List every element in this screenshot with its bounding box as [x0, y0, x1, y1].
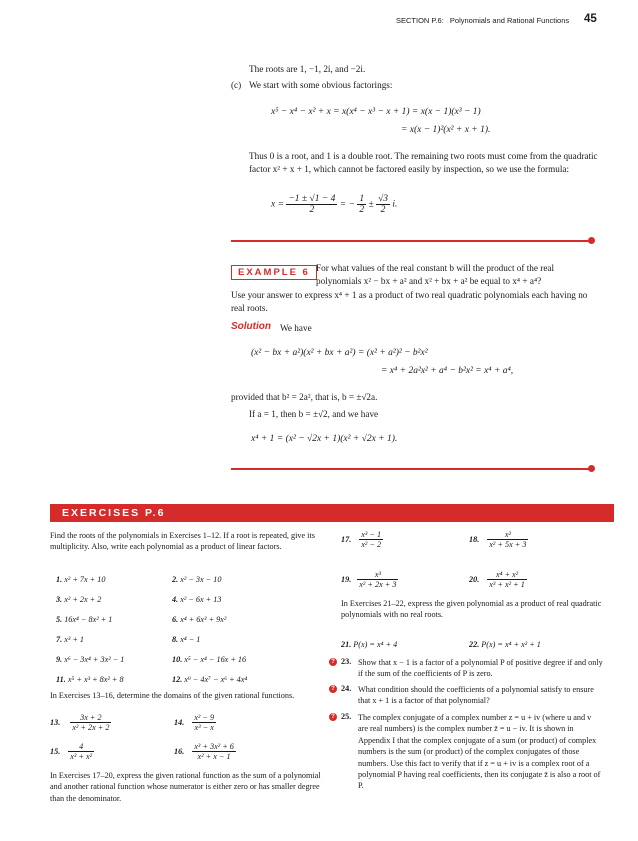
running-header-section	[396, 16, 569, 25]
exercises-intro-13-16: In Exercises 13–16, determine the domains of the given rational functions.	[50, 691, 295, 700]
divider-dot-top	[588, 237, 595, 244]
quadratic-formula	[271, 194, 397, 215]
problem-10: 10. x⁵ − x⁴ − 16x + 16	[172, 655, 247, 664]
problem-21: 21. P(x) = x⁴ + 4	[341, 640, 398, 649]
exercises-intro-21-22: In Exercises 21–22, express the given polynomial as a product of real quadratic polynomials with no real roots.	[341, 599, 602, 620]
problem-7: 7. x³ + 1	[56, 635, 84, 644]
roots-paragraph: Thus 0 is a root, and 1 is a double root. The remaining two roots must come from the quadratic factor x² + x + 1, which cannot be factored easily by inspection, so we use the formula:	[249, 151, 598, 174]
exercises-banner: EXERCISES P.6	[50, 504, 614, 522]
challenge-icon: ?	[329, 713, 337, 721]
solution-if-line: If a = 1, then b = ±√2, and we have	[249, 409, 379, 419]
formula-plus-minus: ±	[368, 199, 374, 210]
solution-equation-line-2: = x⁴ + 2a²x² + a⁴ − b²x² = x⁴ + a⁴,	[381, 366, 514, 376]
solution-final-equation: x⁴ + 1 = (x² − √2x + 1)(x² + √2x + 1).	[251, 434, 398, 444]
part-c-text: We start with some obvious factorings:	[249, 80, 393, 90]
problem-25: The complex conjugate of a complex number z = u + iv (where u and v are real numbers) is the complex number z̄ = u − iv. It is shown in Appendix I that the complex conjugate of a sum (or product) of complex numbers is the sum (or product) of the complex conjugates of those numbers. Use this fact to verify that if z = u + iv is a complex root of a polynomial P having real coefficients, then its conjugate z̄ is also a root of P.	[358, 713, 601, 791]
formula-root-numerator: √3	[378, 194, 389, 204]
example-6-question-line-1: For what values of the real constant b will the product of the real	[316, 263, 555, 273]
problem-24-number: 24.	[341, 684, 352, 693]
problem-23-number: 23.	[341, 657, 352, 666]
formula-tail: i.	[392, 199, 398, 210]
section-divider-bottom	[231, 468, 591, 470]
formula-main-fraction	[286, 194, 337, 215]
problem-22: 22. P(x) = x⁴ + x² + 1	[469, 640, 541, 649]
problem-23: Show that x − 1 is a factor of a polynomial P of positive degree if and only if the sum of the coefficients of P is zero.	[358, 658, 603, 679]
formula-equals: = −	[339, 199, 355, 210]
solution-label: Solution	[231, 321, 271, 332]
problem-4: 4. x² − 6x + 13	[172, 595, 222, 604]
section-divider-top	[231, 240, 591, 242]
divider-dot-bottom	[588, 465, 595, 472]
problem-18: 18. $\frac{\text{x²}}{\text{x² + 5x + 3}}$	[469, 530, 527, 549]
solution-equation-line-1: (x² − bx + a²)(x² + bx + a²) = (x² + a²)² − b²x²	[251, 348, 428, 358]
problem-8: 8. x⁴ − 1	[172, 635, 201, 644]
problem-15: 15. $\frac{4}{\text{x³ + x²}}$	[50, 742, 93, 761]
formula-denominator: 2	[309, 205, 315, 215]
problem-3: 3. x² + 2x + 2	[56, 595, 102, 604]
factoring-equation-line-2: = x(x − 1)²(x² + x + 1).	[401, 125, 491, 135]
solution-provided: provided that b² = 2a², that is, b = ±√2a.	[231, 392, 378, 402]
challenge-icon: ?	[329, 685, 337, 693]
solution-intro: We have	[280, 323, 312, 333]
exercises-intro-17-20: In Exercises 17–20, express the given rational function as the sum of a polynomial and another rational function whose numerator is either zero or has smaller degree than the denominator.	[50, 771, 321, 803]
challenge-icon: ?	[329, 658, 337, 666]
factoring-equation-line-1: x⁵ − x⁴ − x² + x = x(x⁴ − x³ − x + 1) = x(x − 1)(x³ − 1)	[271, 107, 481, 117]
page-number: 45	[584, 13, 597, 25]
formula-lhs: x =	[271, 199, 285, 210]
roots-line: The roots are 1, −1, 2i, and −2i.	[249, 64, 366, 74]
formula-half-denominator: 2	[359, 205, 365, 215]
problem-5: 5. 16x⁴ − 8x² + 1	[56, 615, 113, 624]
header-title: Polynomials and Rational Functions	[449, 16, 570, 25]
problem-24: What condition should the coefficients of a polynomial satisfy to ensure that x + 1 is a factor of that polynomial?	[358, 685, 594, 706]
problem-6: 6. x⁴ + 6x³ + 9x²	[172, 615, 227, 624]
problem-20: 20. $\frac{\text{x⁴ + x²}}{\text{x³ + x² + 1}}$	[469, 570, 525, 589]
problem-16: 16. $\frac{\text{x³ + 3x² + 6}}{\text{x² + x − 1}}$	[174, 742, 234, 761]
problem-14: 14. $\frac{\text{x² − 9}}{\text{x³ − x}}$	[174, 713, 215, 732]
exercises-intro-1-12: Find the roots of the polynomials in Exercises 1–12. If a root is repeated, give its multiplicity. Also, write each polynomial as a product of linear factors.	[50, 531, 315, 552]
problem-1: 1. x² + 7x + 10	[56, 575, 106, 584]
problem-25-number: 25.	[341, 712, 352, 721]
problem-9: 9. x⁶ − 3x⁴ + 3x² − 1	[56, 655, 125, 664]
problem-13: 13. $\frac{3x + 2}{\text{x² + 2x + 2}}$	[50, 713, 110, 732]
problem-12: 12. x⁹ − 4x⁷ − x⁶ + 4x⁴	[172, 675, 248, 684]
example-6-label: EXAMPLE 6	[231, 265, 317, 280]
part-c-label: (c)	[231, 80, 242, 90]
formula-root-denominator: 2	[380, 205, 386, 215]
example-6-question-line-3: Use your answer to express x⁴ + 1 as a product of two real quadratic polynomials each having no real roots.	[231, 290, 588, 313]
header-section-label: SECTION P.6:	[396, 16, 444, 25]
formula-half-numerator: 1	[359, 194, 365, 204]
formula-root-fraction	[376, 194, 390, 215]
formula-half-fraction	[357, 194, 366, 215]
problem-2: 2. x² − 3x − 10	[172, 575, 222, 584]
example-6-question-line-2: polynomials x² − bx + a² and x² + bx + a² be equal to x⁴ + a⁴?	[316, 276, 542, 286]
formula-numerator: −1 ± √1 − 4	[288, 194, 336, 204]
problem-17: 17. $\frac{\text{x³ − 1}}{\text{x² − 2}}$	[341, 530, 382, 549]
problem-11: 11. x⁵ + x³ + 8x² + 8	[56, 675, 124, 684]
problem-19: 19. $\frac{\text{x³}}{\text{x² + 2x + 3}}$	[341, 570, 397, 589]
